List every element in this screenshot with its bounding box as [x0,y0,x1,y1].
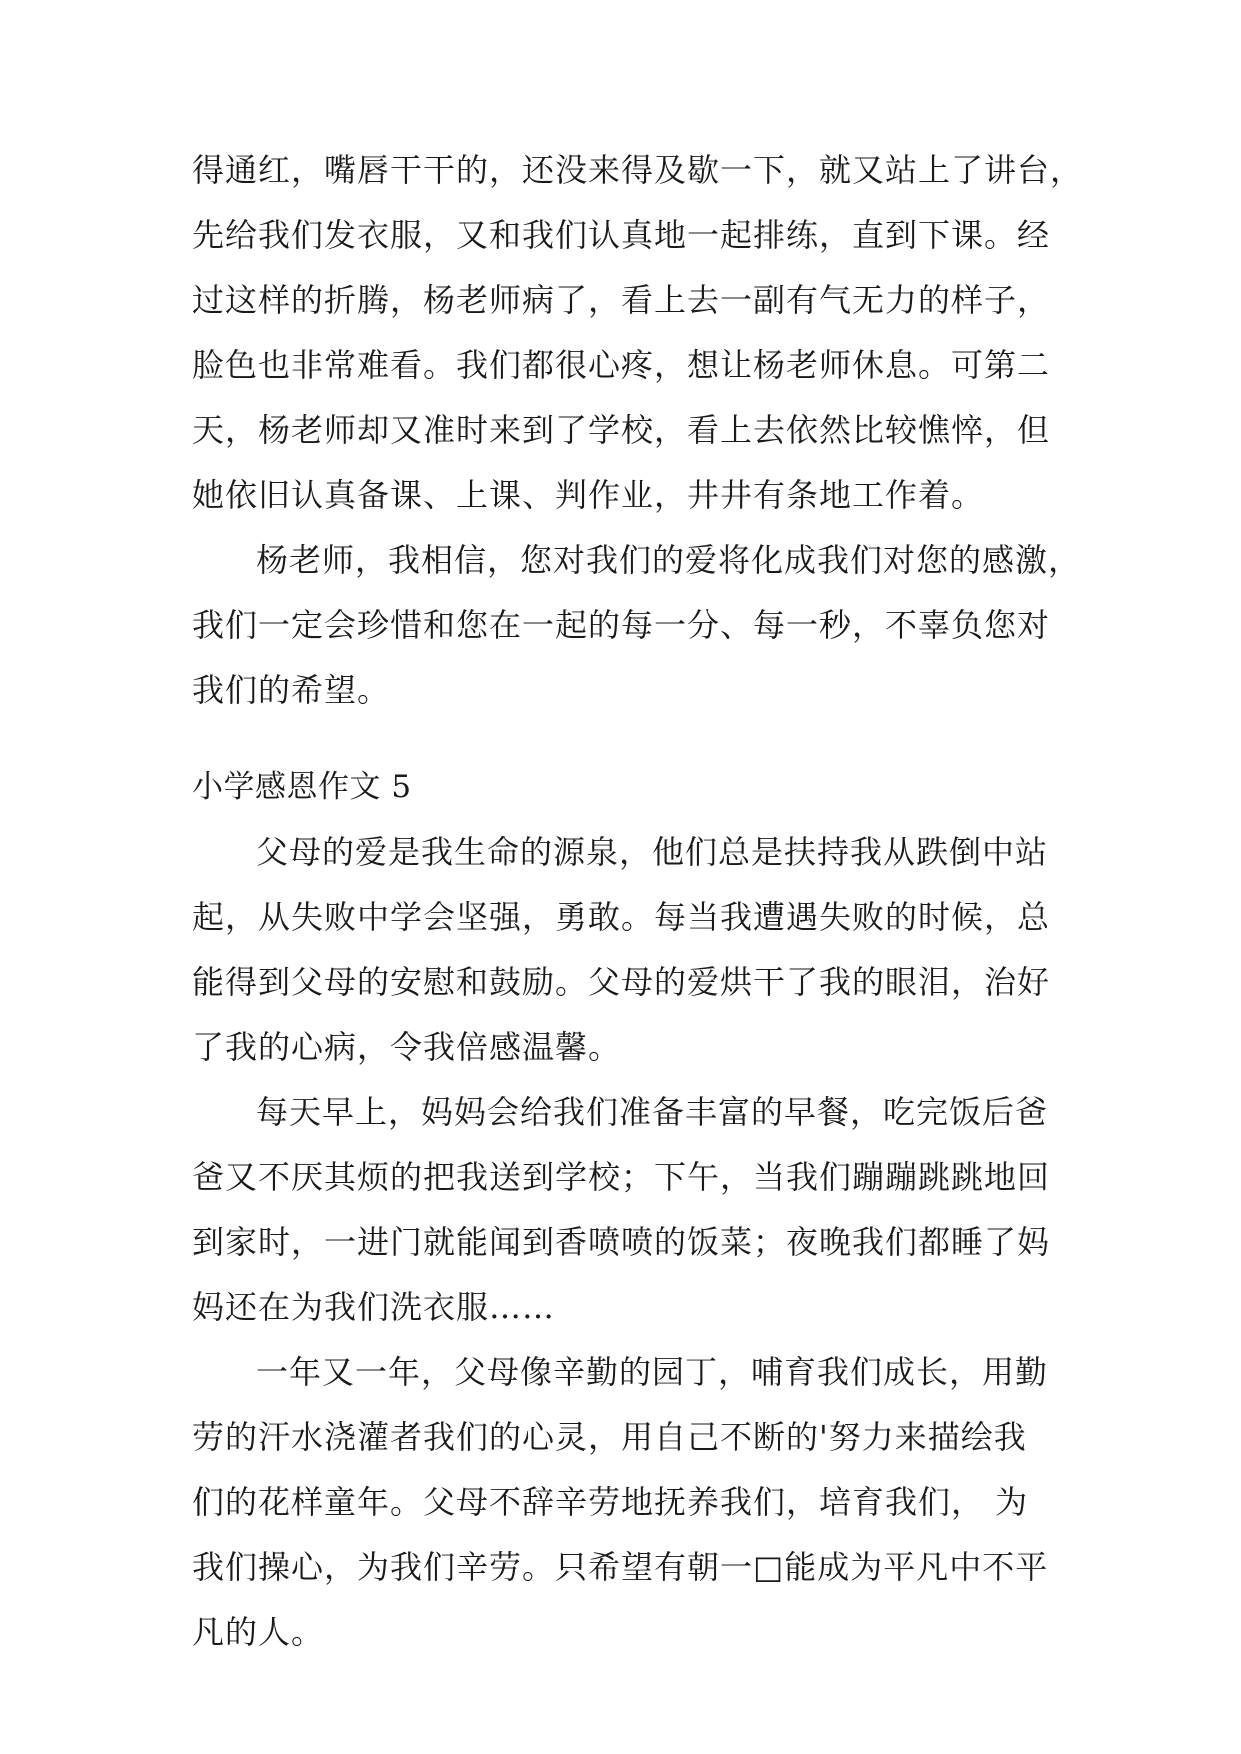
text-line: 爸又不厌其烦的把我送到学校；下午，当我们蹦蹦跳跳地回 [192,1158,1051,1196]
text-line: 杨老师，我相信，您对我们的爱将化成我们对您的感激， [256,541,1082,579]
text-line: 脸色也非常难看。我们都很心疼，想让杨老师休息。可第二 [192,346,1051,384]
text-line: 劳的汗水浇灌者我们的心灵，用自己不断的'努力来描绘我 [192,1418,1027,1456]
text-line: 了我的心病，令我倍感温馨。 [192,1028,622,1066]
text-line: 凡的人。 [192,1613,325,1651]
text-line: 过这样的折腾，杨老师病了，看上去一副有气无力的样子， [192,281,1051,319]
text-line: 我们操心，为我们辛劳。只希望有朝一□能成为平凡中不平 [192,1548,1049,1586]
text-line: 每天早上，妈妈会给我们准备丰富的早餐，吃完饭后爸 [256,1093,1049,1131]
text-line: 起，从失败中学会坚强，勇敢。每当我遭遇失败的时候，总 [192,898,1051,936]
text-line: 们的花样童年。父母不辞辛劳地抚养我们，培育我们， 为 [192,1483,1029,1521]
text-line: 先给我们发衣服，又和我们认真地一起排练，直到下课。经 [192,216,1051,254]
text-line: 我们的希望。 [192,671,391,709]
text-line: 天，杨老师却又准时来到了学校，看上去依然比较憔悴，但 [192,411,1051,449]
text-line: 她依旧认真备课、上课、判作业，井井有条地工作着。 [192,476,985,514]
text-line: 我们一定会珍惜和您在一起的每一分、每一秒，不辜负您对 [192,606,1051,644]
text-line: 一年又一年，父母像辛勤的园丁，哺育我们成长，用勤 [256,1353,1049,1391]
text-line: 到家时，一进门就能闻到香喷喷的饭菜；夜晚我们都睡了妈 [192,1223,1051,1261]
text-line: 妈还在为我们洗衣服…… [192,1288,556,1326]
text-line: 得通红，嘴唇干干的，还没来得及歇一下，就又站上了讲台， [192,151,1084,189]
text-line: 父母的爱是我生命的源泉，他们总是扶持我从跌倒中站 [256,833,1049,871]
text-line: 能得到父母的安慰和鼓励。父母的爱烘干了我的眼泪，治好 [192,963,1051,1001]
section-title: 小学感恩作文 5 [192,769,412,805]
